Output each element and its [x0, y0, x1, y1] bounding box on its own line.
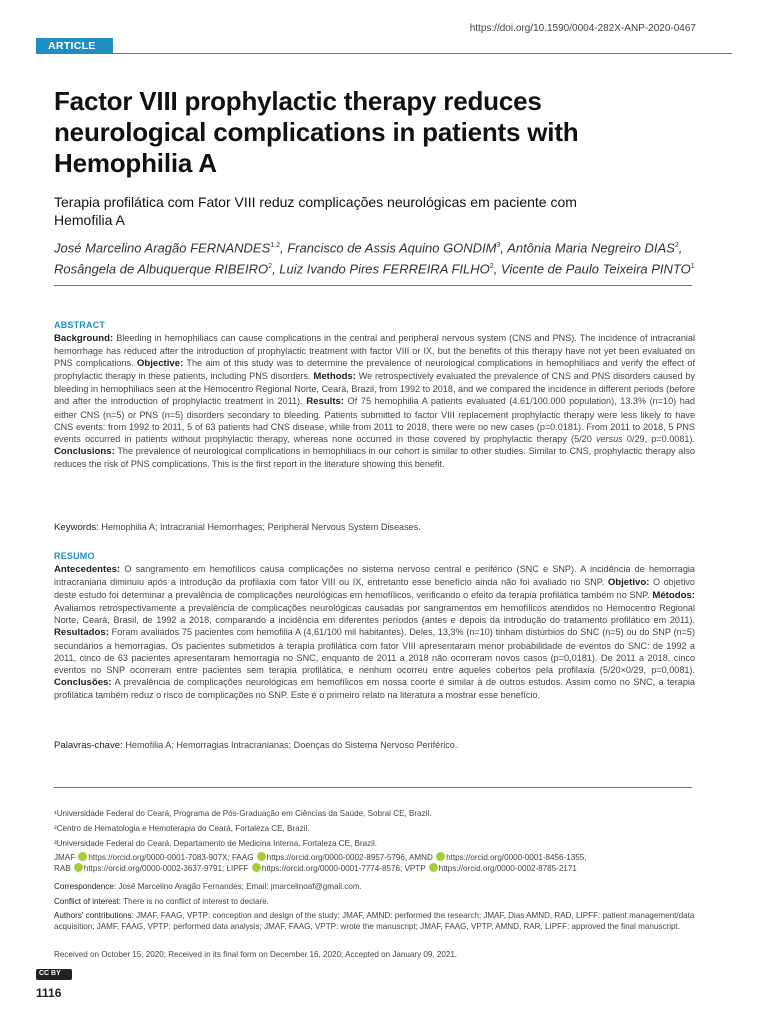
resumo-heading: RESUMO — [54, 551, 95, 561]
abstract-background: Bleeding in hemophiliacs can cause complications in the central and peripheral nervous system (CNS and PNS). The incidence of intracranial hemorrhage has reduced after the introduction of prophylactic treatment with factor VIII or IX, but the benefits of this therapy have not yet been evaluated on PNS complications. — [54, 333, 695, 369]
resumo-conclusoes: A prevalência de complicações neurológicas em hemofílicos em nossa coorte é similar à de outros estudos. Assim como no SNC, a terapia profilática também reduz o risco de complicações no SNP. Este é o primeiro relato na literatura a mostrar esse benefício. — [54, 676, 695, 700]
title-line: Hemophilia A — [54, 148, 217, 178]
orcid-author: AMND — [408, 853, 433, 862]
author-affiliation: 3 — [496, 242, 501, 249]
author-affiliation: 1,2 — [270, 242, 280, 249]
resumo-metodos: Avaliamos retrospectivamente a prevalência de complicações neurológicas causadas por sangramentos em hemofílicos atendidos no Hemocentro Regional Norte, Ceará, Brasil, de 1992 a 2018, comparando a incidência em diferentes períodos (antes e depois da introdução do tratamento profilático em 2011). — [54, 603, 695, 626]
authors-divider — [54, 285, 692, 286]
conflict-label: Conflict of interest: — [54, 897, 122, 906]
abstract-keywords — [54, 522, 695, 533]
abstract-methods-label: Methods: — [313, 371, 356, 383]
orcid-icon — [429, 863, 438, 872]
orcid-list — [54, 852, 695, 874]
abstract-conclusions-label: Conclusions: — [54, 445, 115, 457]
orcid-link[interactable]: https://orcid.org/0000-0002-8785-2171 — [438, 864, 577, 873]
author-affiliation: 1 — [690, 263, 695, 271]
resumo-metodos-label: Métodos: — [652, 590, 695, 602]
orcid-author: VPTP — [404, 864, 426, 873]
abstract-results-cont: 0/29, p=0.0081). — [622, 433, 695, 444]
orcid-icon — [252, 863, 261, 872]
article-type-tag: ARTICLE — [36, 38, 113, 54]
orcid-icon — [74, 863, 83, 872]
orcid-link[interactable]: https://orcid.org/0000-0002-3637-9791 — [83, 864, 223, 873]
keywords-label: Keywords: — [54, 522, 99, 533]
author-affiliation: 2 — [674, 242, 679, 249]
orcid-icon — [78, 852, 87, 861]
cc-license-icon[interactable]: CC BY — [36, 969, 72, 980]
author-separator: , — [272, 261, 280, 277]
article-subtitle — [54, 193, 694, 229]
palavras-chave-label: Palavras-chave: — [54, 740, 123, 751]
affiliation-3: ³Universidade Federal do Ceará, Departamento de Medicina Interna, Fortaleza CE, Brazil. — [54, 839, 378, 848]
orcid-link[interactable]: https://orcid.org/0000-0001-7774-8576 — [261, 864, 400, 873]
orcid-link[interactable]: https://orcid.org/0000-0002-8957-5796 — [266, 853, 405, 862]
author-name: Luiz Ivando Pires FERREIRA FILHO — [279, 261, 490, 277]
author-separator: , — [500, 240, 508, 256]
resumo-resultados-label: Resultados: — [54, 627, 109, 639]
contrib-label: Authors' contributions: — [54, 911, 134, 920]
header-divider — [36, 53, 732, 54]
resumo-keywords — [54, 740, 695, 751]
orcid-author: JMAF — [54, 853, 76, 862]
abstract-text — [54, 332, 695, 470]
resumo-conclusoes-label: Conclusões: — [54, 676, 112, 688]
author-contributions — [54, 910, 695, 932]
subtitle-line: Hemofilia A — [54, 212, 125, 228]
resumo-resultados: Foram avaliados 75 pacientes com hemofilia A (4,61/100 mil habitantes). Deles, 13,3% (n=10) tinham distúrbios do SNC (n=5) ou do SNP (n=5) secundários a hemorragias. Os pacientes submetidos à terapia profilática com fator VIII apresentaram menor probabilidade de eventos do SNC: de 1992 a 2011, cinco de 63 pacientes apresentaram hemorragia no SNC, enquanto de 2011 a 2018 não ocorreram novos casos (p=0,0181). De 2011 a 2018, cinco eventos no SNP ocorreram entre pacientes sem terapia profilática, e nenhum ocorreu entre aqueles cobertos pela profilaxia (5/20×0/29, p=0,0081). — [54, 627, 695, 675]
conflict-text: There is no conflict of interest to declare. — [121, 897, 269, 906]
abstract-results-label: Results: — [306, 396, 345, 408]
abstract-results: Of 75 hemophilia A patients evaluated (4.61/100.000 population), 13.3% (n=10) had either CNS (n=5) or PNS (n=5) disorders secondary to bleeding. Patients submitted to factor VIII replacement prophylactic therapy were less likely to have CNS events: from 1992 to 2011, 5 of 63 patients had CNS disease, while from 2011 to 2018, there were no new cases (p=0.0181). From 2011 to 2018, 5 PNS events occurred in patients without prophylactic therapy, whereas none occurred in those covered by prophylactic therapy (5/20 — [54, 396, 695, 444]
author-separator: , — [493, 261, 501, 277]
author-separator: , — [280, 240, 288, 256]
abstract-versus: versus — [595, 433, 623, 444]
resumo-objetivo: O objetivo deste estudo foi determinar a prevalência de complicações neurológicas em hemofílicos, verificando o efeito da terapia profilática também no SNP. — [54, 577, 695, 601]
author-name: Vicente de Paulo Teixeira PINTO — [500, 261, 691, 277]
conflict-of-interest — [54, 896, 695, 907]
orcid-link[interactable]: https://orcid.org/0000-0001-8456-1355 — [446, 853, 585, 862]
author-name: Antônia Maria Negreiro DIAS — [507, 240, 675, 256]
subtitle-line: Terapia profilática com Fator VIII reduz complicações neurológicas em paciente com — [54, 194, 577, 210]
resumo-antecedentes: O sangramento em hemofílicos causa complicações no sistema nervoso central e periférico (SNC e SNP). A incidência de hemorragia intracraniana diminuiu após a introdução da profilaxia com fator VIII ou IX, entretanto esse benefício ainda não foi avaliado no SNP. — [54, 564, 695, 588]
resumo-objetivo-label: Objetivo: — [607, 577, 650, 589]
affiliation-1: ¹Universidade Federal do Ceará, Programa de Pós-Graduação em Ciências da Saúde, Sobral CE, Brazil. — [54, 809, 432, 818]
palavras-chave-text: Hemofilia A; Hemorragias Intracranianas; Doenças do Sistema Nervoso Periférico. — [122, 740, 458, 750]
abstract-conclusions: The prevalence of neurological complications in hemophiliacs in our cohort is similar to other studies. Similar to CNS, prophylactic therapy also reduces the risk of PNS complications. This is the first report in the literature showing this benefit. — [54, 445, 695, 469]
affiliation-2: ²Centro de Hematologia e Hemoterapia do Ceará, Fortaleza CE, Brazil. — [54, 824, 310, 833]
abstract-objective: The aim of this study was to determine the prevalence of neurological complications in hemophiliacs and verify the effect of prophylactic therapy in these patients, including PNS disorders. — [54, 358, 695, 382]
orcid-separator: ; — [584, 853, 587, 862]
author-affiliation: 2 — [489, 263, 494, 271]
orcid-icon — [436, 852, 445, 861]
orcid-separator: ; — [227, 853, 232, 862]
orcid-separator: ; — [399, 864, 405, 873]
author-name: Rosângela de Albuquerque RIBEIRO — [54, 261, 269, 277]
abstract-objective-label: Objective: — [136, 358, 184, 370]
author-affiliation: 2 — [268, 263, 273, 271]
page-number: 1116 — [36, 986, 62, 1000]
resumo-antecedentes-label: Antecedentes: — [54, 564, 121, 575]
correspondence-text: José Marcelino Aragão Fernandes; Email: jmarcelinoaf@gmail.com. — [116, 882, 362, 891]
abstract-methods: We retrospectively evaluated the prevalence of CNS and PNS disorders caused by bleeding in hemophiliacs seen at the Hemocentro Regional Norte, Ceará, Brazil, from 1992 to 2018, and we compared the incidence in different periods (before and after the introduction of prophylactic treatment in 2011). — [54, 371, 695, 407]
keywords-text: Hemophilia A; Intracranial Hemorrhages; Peripheral Nervous System Diseases. — [98, 522, 421, 532]
orcid-icon — [257, 852, 266, 861]
contrib-text: JMAF, FAAG, VPTP: conception and design of the study; JMAF, AMND: performed the research; JMAF, Dias AMND, RAD, LIPFF: patient management/data acquisition; JAMF, FAAG, VPTP: performed data analysis; JMAF, FAAG, VPTP: wrote the manuscript; JMAF, FAAG, VPTP, AMND, RAR, LIPFF: approved the final manuscript. — [54, 911, 695, 931]
orcid-author: RAB — [54, 864, 71, 873]
author-list — [54, 236, 714, 279]
correspondence — [54, 881, 695, 892]
orcid-separator: ; — [222, 864, 227, 873]
received-dates: Received on October 15, 2020; Received in its final form on December 16, 2020; Accepted on January 09, 2021. — [54, 950, 458, 959]
author-name: Francisco de Assis Aquino GONDIM — [287, 240, 497, 256]
author-separator: , — [678, 240, 683, 256]
correspondence-label: Correspondence: — [54, 882, 117, 891]
abstract-heading: ABSTRACT — [54, 320, 106, 330]
title-line: Factor VIII prophylactic therapy reduces — [54, 86, 542, 116]
abstract-background-label: Background: — [54, 333, 114, 344]
title-line: neurological complications in patients with — [54, 117, 579, 147]
doi-link[interactable]: https://doi.org/10.1590/0004-282X-ANP-2020-0467 — [469, 23, 696, 34]
article-title — [54, 86, 694, 179]
author-name: José Marcelino Aragão FERNANDES — [54, 240, 271, 256]
orcid-author: LIPFF — [226, 864, 249, 873]
footnotes-divider — [54, 787, 692, 788]
orcid-link[interactable]: https://orcid.org/0000-0001-7083-907X — [88, 853, 228, 862]
orcid-separator: ; — [404, 853, 409, 862]
resumo-text — [54, 563, 695, 701]
orcid-author: FAAG — [231, 853, 254, 862]
